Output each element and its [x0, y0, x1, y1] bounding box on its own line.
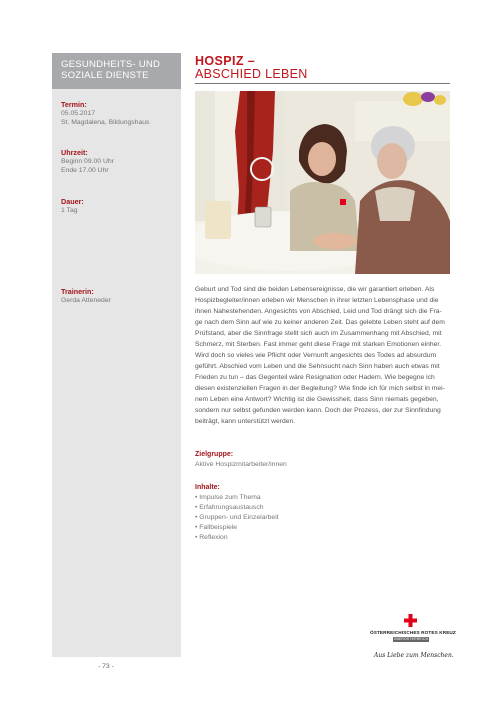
- inhalte-label: Inhalte:: [195, 484, 220, 491]
- body-line: ge nach dem Sinn auf wie zu keiner anderen Zeit. Das gelebte Leben steht auf dem: [195, 319, 445, 326]
- trainer-name: Gerda Atteneder: [61, 297, 111, 304]
- body-line: Hospizbegleiter/innen erleben wir Menschen in ihrer letzten Lebensphase und die: [195, 297, 439, 304]
- body-line: Frieden zu tun – das Gegenteil wäre Resignation oder Hadern. Wie begegne ich: [195, 374, 435, 381]
- logo-name: ÖSTERREICHISCHES ROTES KREUZ: [370, 630, 456, 635]
- page-title: [195, 55, 450, 81]
- trainer-block: [61, 287, 179, 305]
- description-text: [195, 284, 451, 427]
- dauer-label: Dauer:: [61, 197, 84, 206]
- termin-label: Termin:: [61, 100, 87, 109]
- termin-block: [61, 100, 179, 127]
- title-line-2: ABSCHIED LEBEN: [195, 67, 308, 81]
- dauer-block: [61, 197, 179, 215]
- zielgruppe-value: Aktive Hospizmitarbeiter/innen: [195, 461, 287, 468]
- sidebar: [52, 53, 181, 657]
- logo-subtitle: OBERÖSTERREICH: [393, 637, 429, 641]
- list-item: • Impulse zum Thema: [195, 494, 261, 501]
- uhrzeit-end: Ende 17.00 Uhr: [61, 167, 109, 174]
- body-line: geführt. Abschied vom Leben und die Sehnsucht nach Sinn haben auch etwas mit: [195, 363, 440, 370]
- title-line-1: HOSPIZ –: [195, 54, 256, 68]
- category-line-2: SOZIALE DIENSTE: [61, 70, 149, 81]
- photo-icon: [195, 91, 450, 274]
- category-line-1: GESUNDHEITS- UND: [61, 59, 161, 70]
- termin-date: 05.05.2017: [61, 110, 96, 117]
- body-line: sondern nur selbst gefunden werden kann. Doch der Prozess, der zur Sinnfindung: [195, 407, 441, 414]
- red-cross-logo: [370, 614, 456, 664]
- title-divider: [195, 83, 450, 84]
- body-line: diesen existenziellen Fragen in der Begleitung? Wie finde ich für mich selbst in mei-: [195, 385, 445, 392]
- body-line: ihnen Nahestehenden. Angesichts von Abschied, Leid und Tod drängt sich die Fra-: [195, 308, 442, 315]
- page-number: - 73 -: [98, 663, 114, 670]
- logo-slogan: Aus Liebe zum Menschen.: [374, 652, 454, 659]
- body-line: Prüfstand, aber die Sinnfrage stellt sich auch im Zusammenhang mit Abschied, mit: [195, 330, 442, 337]
- list-item: • Erfahrungsaustausch: [195, 504, 264, 511]
- list-item: • Reflexion: [195, 534, 228, 541]
- list-item: • Gruppen- und Einzelarbeit: [195, 514, 279, 521]
- dauer-value: 1 Tag: [61, 207, 78, 214]
- body-line: Wird doch so vieles wie Pflicht oder Vernunft angesichts des Todes ad absurdum: [195, 352, 437, 359]
- termin-location: St. Magdalena, Bildungshaus: [61, 119, 150, 126]
- uhrzeit-block: [61, 148, 179, 175]
- uhrzeit-begin: Beginn 09.00 Uhr: [61, 158, 114, 165]
- uhrzeit-label: Uhrzeit:: [61, 148, 88, 157]
- category-title: [61, 59, 160, 81]
- list-item: • Fallbeispiele: [195, 524, 238, 531]
- zielgruppe-label: Zielgruppe:: [195, 451, 234, 458]
- body-line: nem Leben eine Antwort? Wichtig ist die Gewissheit, dass Sinn niemals gegeben,: [195, 396, 439, 403]
- red-cross-icon: [404, 614, 417, 627]
- zielgruppe-section: [195, 450, 450, 470]
- body-line: beiträgt, kann unterstützt werden.: [195, 418, 296, 425]
- course-photo: [195, 91, 450, 274]
- trainer-label: Trainerin:: [61, 287, 94, 296]
- category-banner: [52, 53, 181, 89]
- body-line: Geburt und Tod sind die beiden Lebensereignisse, die wir garantiert erleben. Als: [195, 286, 435, 293]
- inhalte-section: [195, 483, 450, 543]
- body-line: Schmerz, mit Sterben. Fast immer geht diese Frage mit starken Emotionen einher.: [195, 341, 442, 348]
